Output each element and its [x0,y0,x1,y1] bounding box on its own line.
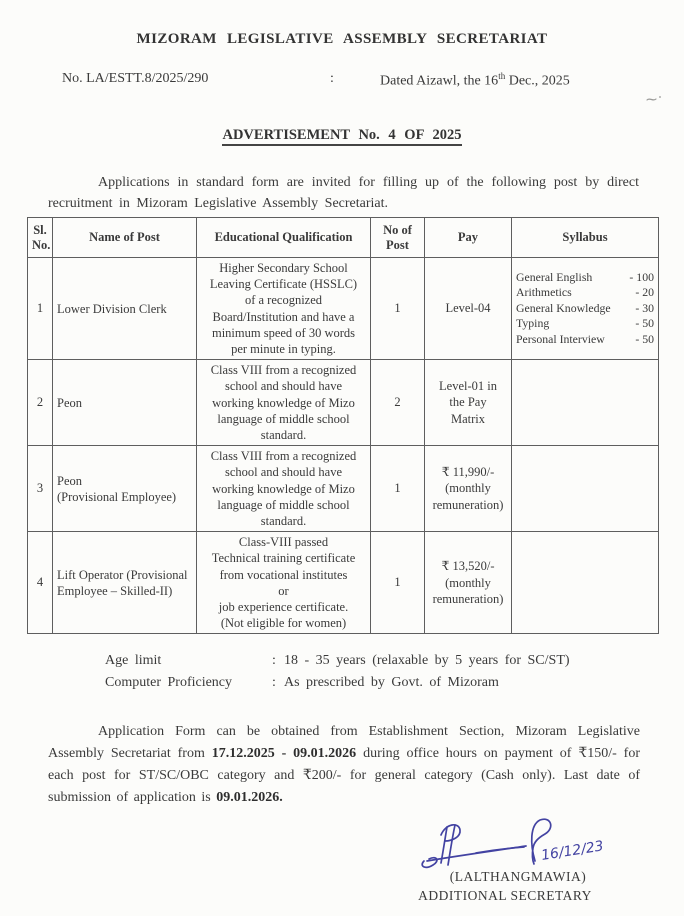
no-of-post-cell: 2 [371,360,425,446]
syllabus-subject: Arithmetics [516,285,572,300]
syllabus-subject: Typing [516,316,550,331]
syllabus-item [516,316,654,332]
qualification-cell: Class VIII from a recognized school and should have working knowledge of Mizo language of middle school standard. [197,360,371,446]
reference-number: No. LA/ESTT.8/2025/290 [62,71,209,86]
age-limit-row [105,650,570,672]
sl-no-cell: 4 [28,532,53,634]
syllabus-subject: General English [516,269,593,284]
application-text: during office hours on payment of ₹150/- for each post for ST/SC/OBC category and ₹200/- for general category (Cash only). Last date of submission of application is [48,746,641,805]
header-syllabus: Syllabus [512,218,659,258]
syllabus-cell-empty [512,446,659,532]
syllabus-subject: General Knowledge [516,300,611,315]
age-limit-label: Age limit [105,653,162,668]
org-title: MIZORAM LEGISLATIVE ASSEMBLY SECRETARIAT [136,31,548,47]
sl-no-cell: 2 [28,360,53,446]
syllabus-subject: Personal Interview [516,332,605,346]
header-pay: Pay [425,218,512,258]
syllabus-marks: - 20 [635,285,654,300]
no-of-post-cell: 1 [371,532,425,634]
table-row [28,360,659,446]
header-educational-qualification: Educational Qualification [197,218,371,258]
document-date [380,71,570,90]
syllabus-item [516,301,654,317]
header-sl-no: Sl. No. [28,218,53,258]
sl-no-cell: 1 [28,258,53,360]
signature-date-text: 16/12/23 [540,838,605,864]
details-block [105,650,570,694]
age-limit-colon: : [272,653,276,668]
application-paragraph [48,721,640,809]
table-header-row [28,218,659,258]
post-name-cell: Lower Division Clerk [53,258,197,360]
application-period-bold: 17.12.2025 - 09.01.2026 [211,746,357,761]
no-of-post-cell: 1 [371,258,425,360]
computer-proficiency-colon: : [272,675,276,690]
pay-cell: ₹ 11,990/- (monthly remuneration) [425,446,512,532]
signature-scribble [418,816,623,872]
age-limit-value: 18 - 35 years (relaxable by 5 years for SC/ST) [284,653,570,668]
syllabus-marks: - 50 [635,316,654,331]
computer-proficiency-label: Computer Proficiency [105,675,233,690]
syllabus-cell-empty [512,532,659,634]
syllabus-marks: - 30 [635,300,654,315]
sl-no-cell: 3 [28,446,53,532]
application-last-date-bold: 09.01.2026. [216,790,283,805]
header-name-of-post: Name of Post [53,218,197,258]
post-name-cell: Lift Operator (Provisional Employee – Skilled-II) [53,532,197,634]
table-row [28,446,659,532]
header-no-of-post: No of Post [371,218,425,258]
signatory-name: (LALTHANGMAWIA) [449,869,587,884]
posts-table [27,217,659,634]
intro-paragraph: Applications in standard form are invited for filling up of the following post by direct recruitment in Mizoram Legislative Assembly Secretariat. [48,175,639,211]
computer-proficiency-value: As prescribed by Govt. of Mizoram [284,675,499,690]
date-prefix: Dated Aizawl, the 16 [380,73,499,89]
application-text: Application Form can be obtained from Establishment Section, Mizoram Legislative Assembly Secretariat from [48,724,640,761]
syllabus-marks: - 50 [635,332,654,346]
post-name-cell: Peon (Provisional Employee) [53,446,197,532]
computer-proficiency-row [105,672,570,694]
syllabus-cell [512,258,659,360]
syllabus-marks: - 100 [629,269,654,284]
syllabus-cell-empty [512,360,659,446]
advertisement-title: ADVERTISEMENT No. 4 OF 2025 [0,126,684,144]
qualification-cell: Class VIII from a recognized school and should have working knowledge of Mizo language of middle school standard. [197,446,371,532]
signatory-designation: ADDITIONAL SECRETARY [418,888,592,903]
no-of-post-cell: 1 [371,446,425,532]
syllabus-item [516,332,654,348]
date-suffix: Dec., 2025 [505,73,570,89]
reference-separator: : [330,71,334,86]
table-row [28,532,659,634]
post-name-cell: Peon [53,360,197,446]
pay-cell: Level-01 in the Pay Matrix [425,360,512,446]
qualification-cell: Class-VIII passed Technical training certificate from vocational institutes or job experience certificate. (Not eligible for women) [197,532,371,634]
table-row [28,258,659,360]
stray-ink-mark [645,94,663,106]
syllabus-item [516,285,654,301]
pay-cell: ₹ 13,520/- (monthly remuneration) [425,532,512,634]
qualification-cell: Higher Secondary School Leaving Certificate (HSSLC) of a recognized Board/Institution and have a minimum speed of 30 words per minute in typing. [197,258,371,360]
pay-cell: Level-04 [425,258,512,360]
syllabus-item [516,270,654,286]
date-ordinal-sup: th [498,71,506,81]
